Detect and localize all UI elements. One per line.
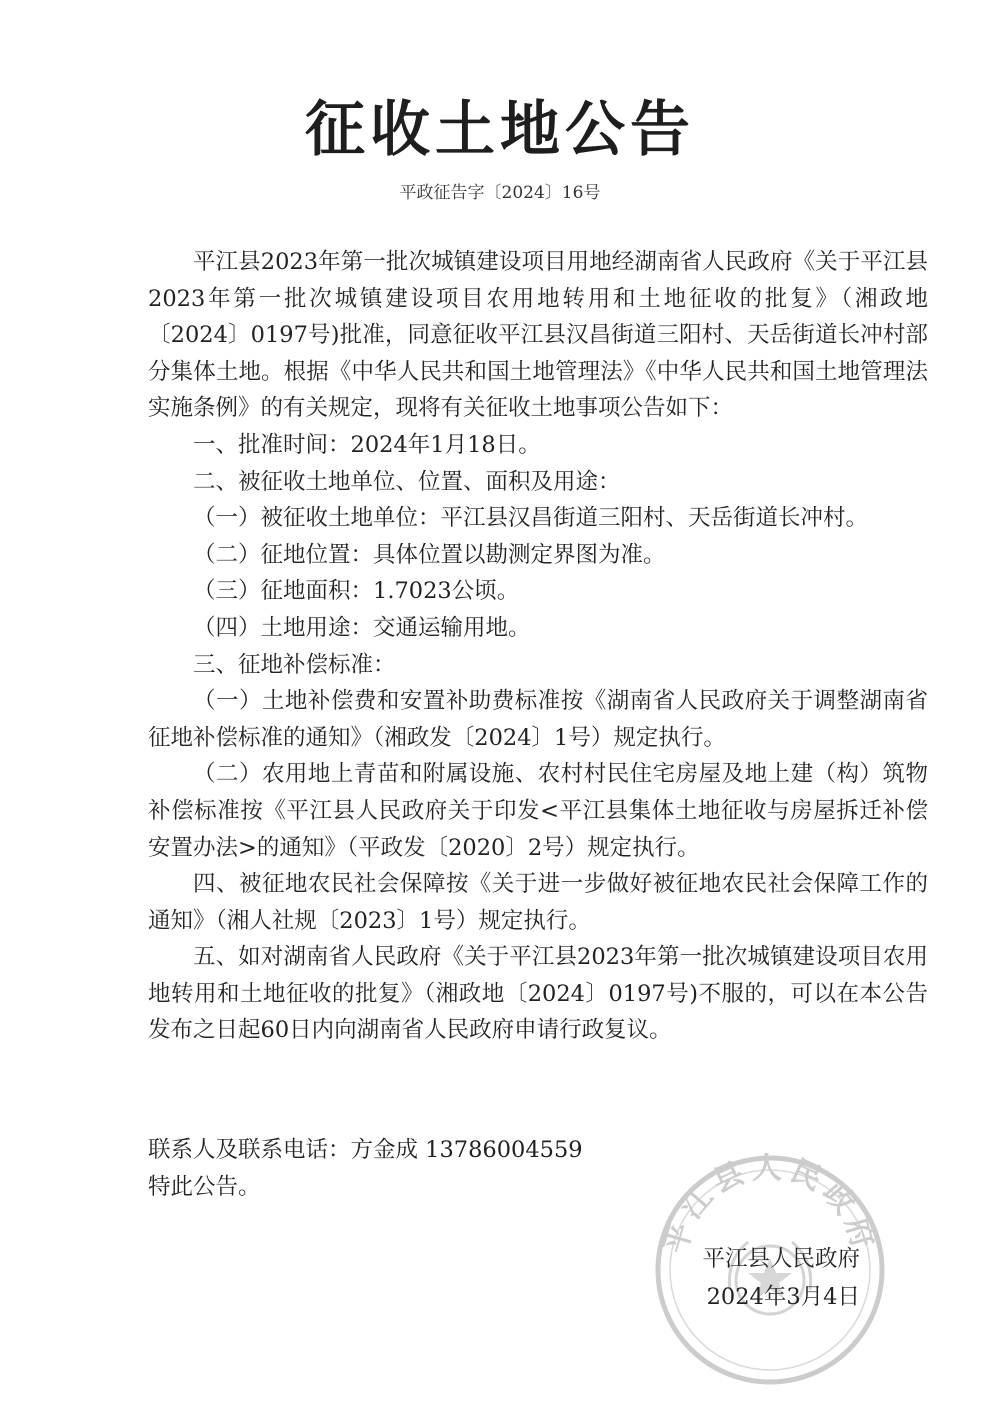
paragraph-section-two: 二、被征收土地单位、位置、面积及用途： — [193, 468, 621, 495]
svg-text:平江县人民政府: 平江县人民政府 — [658, 1150, 882, 1258]
contact-block — [148, 1132, 583, 1205]
paragraph-social-security: 四、被征地农民社会保障按《关于进一步做好被征地农民社会保障工作的通知》（湘人社规〔2023〕1号）规定执行。 — [148, 871, 928, 934]
closing-line: 特此公告。 — [148, 1173, 261, 1200]
paragraph-section-three: 三、征地补偿标准： — [193, 651, 396, 678]
paragraph-land-unit: （一）被征收土地单位：平江县汉昌街道三阳村、天岳街道长冲村。 — [193, 505, 869, 532]
signature-block — [702, 1240, 860, 1316]
issue-date: 2024年3月4日 — [706, 1284, 860, 1310]
contact-line: 联系人及联系电话：方金成 13786004559 — [148, 1137, 583, 1163]
issuer-name: 平江县人民政府 — [702, 1246, 860, 1272]
paragraph-land-use: （四）土地用途：交通运输用地。 — [193, 614, 531, 641]
document-number: 平政征告字〔2024〕16号 — [399, 183, 601, 203]
paragraph-land-location: （二）征地位置：具体位置以勘测定界图为准。 — [193, 541, 666, 568]
paragraph-intro: 平江县2023年第一批次城镇建设项目用地经湖南省人民政府《关于平江县2023年第一批次城镇建设项目农用地转用和土地征收的批复》（湘政地〔2024〕0197号)批准，同意征收平江县汉昌街道三阳村、天岳街道长冲村部分集体土地。根据《中华人民共和国土地管理法》《中华人民共和国土地管理法实施条例》的有关规定，现将有关征收土地事项公告如下： — [148, 249, 928, 422]
page-title: 征收土地公告 — [305, 95, 695, 165]
paragraph-compensation-one: （一）土地补偿费和安置补助费标准按《湖南省人民政府关于调整湖南省征地补偿标准的通知》（湘政发〔2024〕1号）规定执行。 — [148, 688, 928, 751]
paragraph-land-area: （三）征地面积：1.7023公顷。 — [193, 578, 520, 605]
notice-body — [148, 244, 928, 1049]
paragraph-review-rights: 五、如对湖南省人民政府《关于平江县2023年第一批次城镇建设项目农用地转用和土地征收的批复》（湘政地〔2024〕0197号)不服的，可以在本公告发布之日起60日内向湖南省人民政府申请行政复议。 — [148, 944, 928, 1044]
paragraph-compensation-two: （二）农用地上青苗和附属设施、农村村民住宅房屋及地上建（构）筑物补偿标准按《平江县人民政府关于印发<平江县集体土地征收与房屋拆迁补偿安置办法>的通知》（平政发〔2020〕2号）规定执行。 — [148, 761, 928, 861]
paragraph-approval-time: 一、批准时间：2024年1月18日。 — [193, 431, 541, 458]
